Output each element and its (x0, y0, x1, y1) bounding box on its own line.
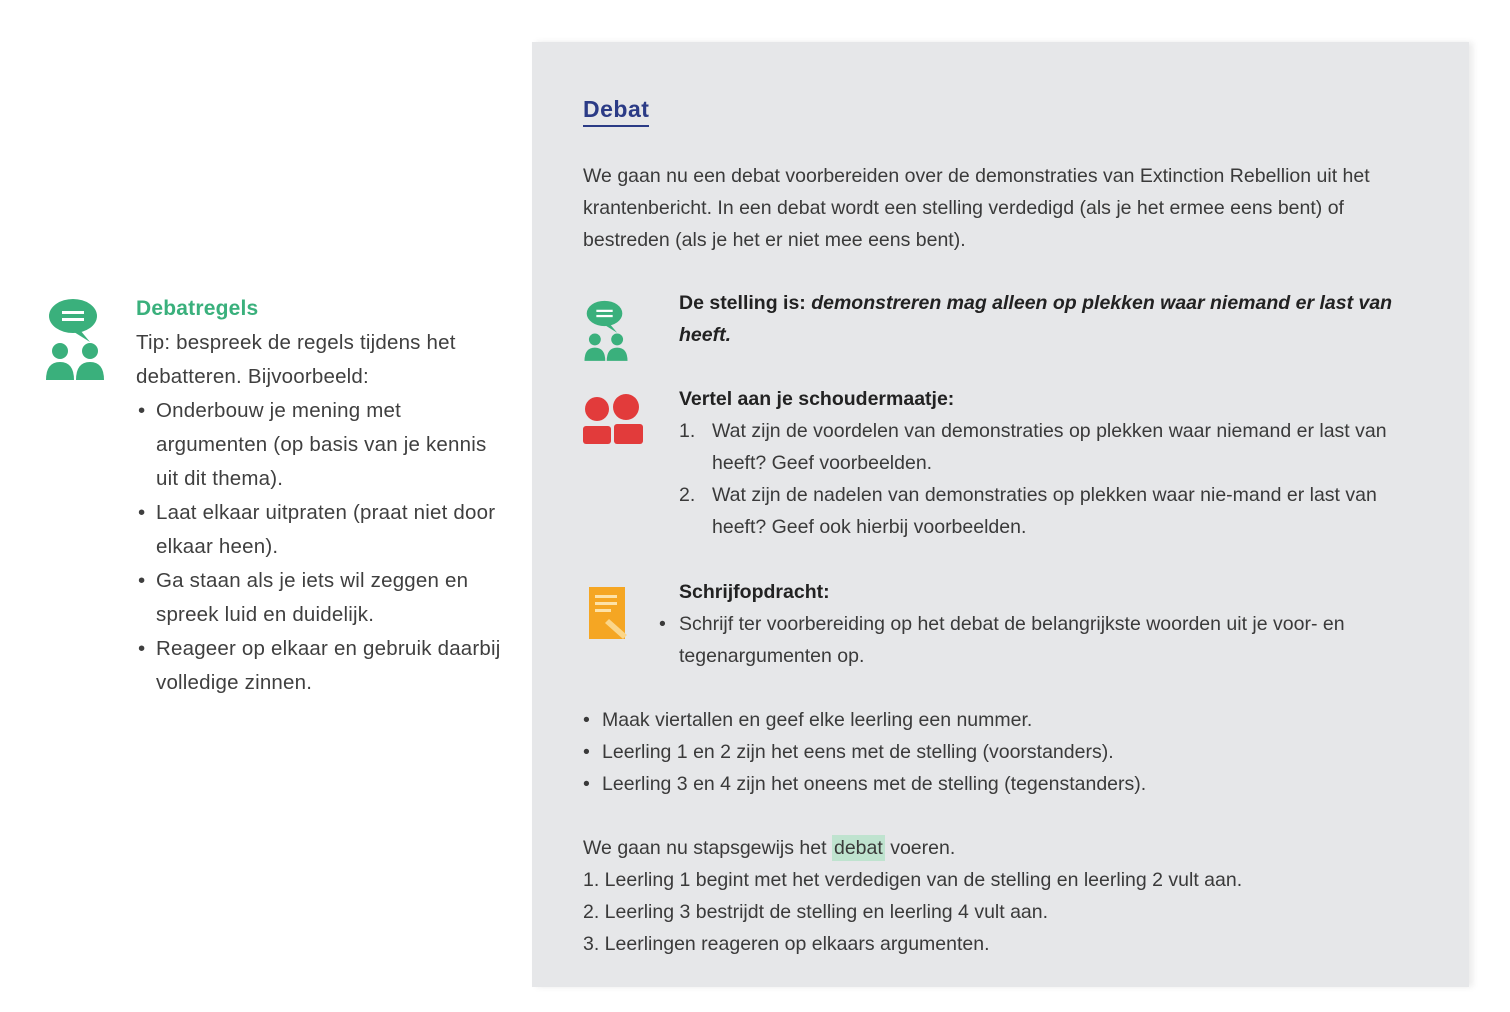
item-number: 1. (679, 420, 696, 442)
rule-item: • Onderbouw je mening met argumenten (op basis van je kennis uit dit thema). (156, 394, 508, 496)
list-item: • Leerling 3 en 4 zijn het oneens met de stelling (tegenstanders). (602, 768, 1432, 800)
debate-steps (583, 864, 1433, 960)
item-text: Wat zijn de nadelen van demonstraties op plekken waar nie-mand er last van heeft? Geef ook hierbij voorbeelden. (712, 484, 1377, 538)
writing-task (679, 576, 1439, 672)
sidebar-title: Debatregels (136, 297, 259, 320)
item-number: 2. (679, 484, 696, 506)
writing-list (679, 608, 1439, 672)
debate-panel (532, 42, 1469, 987)
rules-list (136, 394, 508, 700)
statement (679, 287, 1419, 351)
debate-people-icon (583, 298, 629, 366)
rule-item: • Ga staan als je iets wil zeggen en spreek luid en duidelijk. (156, 564, 508, 632)
statement-prefix: De stelling is: (679, 292, 812, 314)
step-item: 2. Leerling 3 bestrijdt de stelling en leerling 4 vult aan. (583, 901, 1049, 923)
group-instructions (602, 704, 1432, 800)
partner-pair-icon (583, 394, 643, 446)
steps-intro (583, 832, 955, 864)
steps-intro-text: We gaan nu stapsgewijs het (583, 837, 832, 859)
list-item: • Maak viertallen en geef elke leerling een nummer. (602, 704, 1432, 736)
highlighted-word: debat (833, 837, 883, 859)
partner-task (679, 383, 1399, 543)
list-item: • Schrijf ter voorbereiding op het debat de belangrijkste woorden uit je voor- en tegenargumenten op. (679, 608, 1439, 672)
step-item: 1. Leerling 1 begint met het verdedigen van de stelling en leerling 2 vult aan. (583, 869, 1243, 891)
debate-people-icon (44, 298, 106, 384)
list-item (679, 479, 1399, 543)
rule-item: • Laat elkaar uitpraten (praat niet door elkaar heen). (156, 496, 508, 564)
statement-text: demonstreren mag alleen op plekken waar niemand er last van heeft. (679, 292, 1393, 346)
rule-item: • Reageer op elkaar en gebruik daarbij volledige zinnen. (156, 632, 508, 700)
writing-task-icon (587, 585, 631, 643)
step-item: 3. Leerlingen reageren op elkaars argumenten. (583, 933, 990, 955)
list-item (679, 415, 1399, 479)
debate-rules-sidebar (136, 292, 508, 700)
sidebar-tip: Tip: bespreek de regels tijdens het debatteren. Bijvoorbeeld: (136, 331, 456, 388)
list-item: • Leerling 1 en 2 zijn het eens met de stelling (voorstanders). (602, 736, 1432, 768)
writing-heading: Schrijfopdracht: (679, 581, 830, 603)
intro-text: We gaan nu een debat voorbereiden over de demonstraties van Extinction Rebellion uit het krantenbericht. In een debat wordt een stelling verdedigd (als je het ermee eens bent) of bestreden (als je het er niet mee eens bent). (583, 165, 1370, 251)
page-title: Debat (583, 96, 649, 127)
steps-intro-text-end: voeren. (884, 837, 956, 859)
item-text: Wat zijn de voordelen van demonstraties op plekken waar niemand er last van heeft? Geef voorbeelden. (712, 420, 1387, 474)
partner-heading: Vertel aan je schoudermaatje: (679, 388, 955, 410)
partner-questions (679, 415, 1399, 543)
